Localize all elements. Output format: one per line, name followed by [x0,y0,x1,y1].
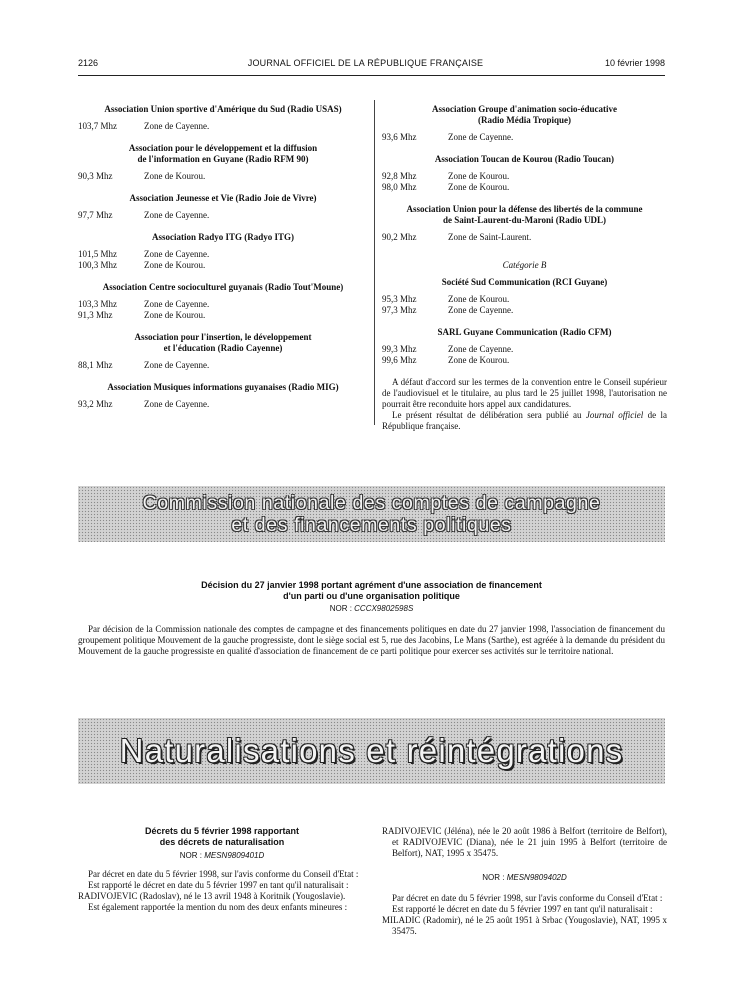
frequency-value: 91,3 Mhz [78,310,113,320]
frequency-value: 93,2 Mhz [78,399,113,409]
frequency-value: 98,0 Mhz [382,182,417,192]
decree-entry: RADIVOJEVIC (Radoslav), né le 13 avril 1948 à Koritnik (Yougoslavie). [78,891,346,901]
frequency-zone: Zone de Cayenne. [144,360,210,370]
frequency-value: 95,3 Mhz [382,294,417,304]
convention-paragraph: A défaut d'accord sur les termes de la convention entre le Conseil supérieur de l'audiovisuel et le titulaire, au plus tard le 25 juillet 1998, l'autorisation ne pourrait être reconduite hors appel aux candidatures. [382,377,667,409]
frequency-row [78,310,368,321]
decree-paragraph: Est rapporté le décret en date du 5 février 1997 en tant qu'il naturalisait : [88,880,349,890]
association-title: Association Union sportive d'Amérique du Sud (Radio USAS) [104,104,342,114]
frequency-zone: Zone de Cayenne. [448,132,514,142]
frequency-row [78,360,368,371]
decree-entry: RADIVOJEVIC (Jéléna), née le 20 août 1986 à Belfort (territoire de Belfort), et RADIVOJEVIC (Diana), née le 21 juin 1995 à Belfort (territoire de Belfort), NAT, 1995 x 35475. [382,826,667,858]
decision-title [78,580,665,602]
naturalisation-banner: Naturalisations et réintégrations [78,718,665,784]
frequency-zone: Zone de Cayenne. [144,299,210,309]
frequency-row [382,232,667,243]
decree-paragraph: Par décret en date du 5 février 1998, sur l'avis conforme du Conseil d'Etat : [88,869,359,879]
page-number: 2126 [78,58,99,68]
association-title: SARL Guyane Communication (Radio CFM) [437,327,612,337]
page-header [0,58,731,72]
frequency-row [78,249,368,260]
frequency-value: 97,3 Mhz [382,305,417,315]
frequency-value: 103,3 Mhz [78,299,117,309]
frequency-row [78,399,368,410]
decrets-title: Décrets du 5 février 1998 rapportant des décrets de naturalisation [144,826,300,847]
frequency-zone: Zone de Cayenne. [448,305,514,315]
frequency-value: 97,7 Mhz [78,210,113,220]
frequency-zone: Zone de Kourou. [448,294,510,304]
frequency-value: 92,8 Mhz [382,171,417,181]
frequency-zone: Zone de Cayenne. [144,249,210,259]
frequency-value: 101,5 Mhz [78,249,117,259]
frequency-zone: Zone de Kourou. [448,355,510,365]
frequency-value: 88,1 Mhz [78,360,113,370]
association-title: Association Union pour la défense des libertés de la commune de Saint-Laurent-du-Maroni (Radio UDL) [406,204,643,225]
header-rule [78,75,665,76]
frequency-value: 90,2 Mhz [382,232,417,242]
association-title: Association pour le développement et la diffusion de l'information en Guyane (Radio RFM 90) [128,143,318,164]
decree-paragraph: Est rapporté le décret en date du 5 février 1997 en tant qu'il naturalisait : [392,904,653,914]
frequency-zone: Zone de Kourou. [144,171,206,181]
frequency-zone: Zone de Cayenne. [144,210,210,220]
association-title: Association Centre socioculturel guyanais (Radio Tout'Moune) [102,282,344,292]
decision-title-line2: d'un parti ou d'une organisation politique [283,591,460,601]
frequency-value: 100,3 Mhz [78,260,117,270]
frequency-value: 93,6 Mhz [382,132,417,142]
publication-paragraph: Le présent résultat de délibération sera publié au Journal officiel de la République française. [382,410,667,431]
journal-title: JOURNAL OFFICIEL DE LA RÉPUBLIQUE FRANÇAISE [247,58,484,68]
decision-title-line1: Décision du 27 janvier 1998 portant agrément d'une association de financement [201,580,542,590]
frequency-zone: Zone de Cayenne. [144,399,210,409]
frequency-row [78,121,368,132]
issue-date: 10 février 1998 [604,58,665,68]
frequency-row [382,132,667,143]
decree-entry: MILADIC (Radomir), né le 25 août 1951 à Srbac (Yougoslavie), NAT, 1995 x 35475. [382,915,667,936]
frequency-zone: Zone de Cayenne. [448,344,514,354]
frequency-row [78,210,368,221]
frequency-zone: Zone de Kourou. [448,182,510,192]
frequency-value: 103,7 Mhz [78,121,117,131]
frequency-zone: Zone de Kourou. [144,310,206,320]
decision-body: Par décision de la Commission nationale des comptes de campagne et des financements politiques en date du 27 janvier 1998, l'association de financement du groupement politique Mouvement de la gauche progressiste, dont le siège social est 5, rue des Jacobins, Le Mans (Sarthe), est agréée à la demande du président du Mouvement de la gauche progressiste en qualité d'association de financement de ce parti politique pour exercer ses activités sur le territoire national. [78,624,665,656]
frequency-zone: Zone de Kourou. [448,171,510,181]
frequency-zone: Zone de Saint-Laurent. [448,232,532,242]
frequency-row [382,294,667,305]
frequency-value: 90,3 Mhz [78,171,113,181]
association-title: Association Jeunesse et Vie (Radio Joie de Vivre) [129,193,317,203]
decree-paragraph: Par décret en date du 5 février 1998, sur l'avis conforme du Conseil d'Etat : [392,893,663,903]
decrets-left-column [78,826,366,913]
category-label: Catégorie B [502,260,547,270]
frequency-row [382,305,667,316]
frequency-row [382,355,667,366]
association-title: Association Toucan de Kourou (Radio Toucan) [434,154,615,164]
association-title: Association Groupe d'animation socio-éducative (Radio Média Tropique) [431,104,618,125]
commission-banner-line1: Commission nationale des comptes de campagne [142,492,601,514]
commission-banner [78,486,665,542]
frequency-row [382,182,667,193]
frequency-zone: Zone de Cayenne. [144,121,210,131]
decrets-nor: NOR : MESN9809401D [179,851,265,860]
frequency-row [382,171,667,182]
decrets-right-nor: NOR : MESN9809402D [482,873,567,882]
association-title: Société Sud Communication (RCI Guyane) [441,277,608,287]
frequency-row [78,171,368,182]
frequency-value: 99,3 Mhz [382,344,417,354]
right-column [382,104,667,432]
frequency-zone: Zone de Kourou. [144,260,206,270]
commission-banner-line2: et des financements politiques [231,514,512,536]
column-separator [374,100,375,425]
decision-nor: NOR : CCCX9802598S [329,604,414,613]
association-title: Association Musiques informations guyanaises (Radio MIG) [107,382,339,392]
decrets-right-column [382,826,667,937]
frequency-row [78,299,368,310]
left-column [78,104,368,421]
association-title: Association Radyo ITG (Radyo ITG) [151,232,295,242]
frequency-row [78,260,368,271]
association-title: Association pour l'insertion, le développement et l'éducation (Radio Cayenne) [134,332,312,353]
decree-paragraph: Est également rapportée la mention du nom des deux enfants mineures : [88,902,348,912]
frequency-value: 99,6 Mhz [382,355,417,365]
frequency-row [382,344,667,355]
